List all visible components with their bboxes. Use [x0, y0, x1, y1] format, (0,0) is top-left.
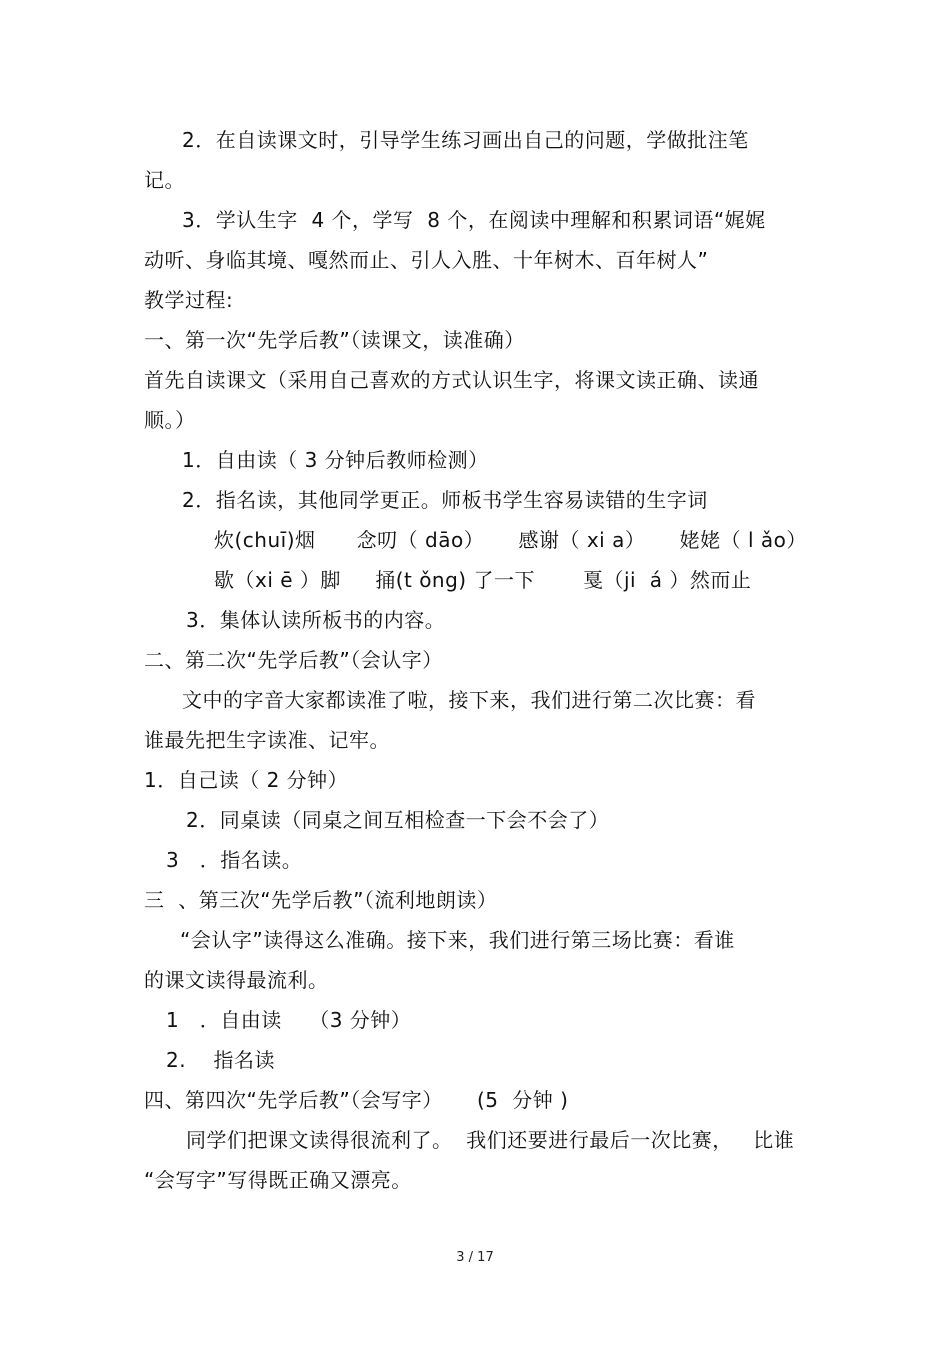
section-heading: 一、第一次“先学后教”（读课文，读准确）	[144, 328, 525, 352]
list-item: 2. 指名读	[166, 1048, 276, 1072]
list-item: 1．自由读（ 3 分钟后教师检测）	[182, 448, 489, 472]
text-line: 2．在自读课文时，引导学生练习画出自己的问题，学做批注笔	[182, 128, 749, 152]
page-number: 3 / 17	[456, 1250, 494, 1265]
section-heading: 教学过程:	[144, 288, 234, 312]
list-item: 3 ．指名读。	[166, 848, 303, 872]
list-item: 3．集体认读所板书的内容。	[186, 608, 446, 632]
section-heading: 二、第二次“先学后教”（会认字）	[144, 648, 443, 672]
text-line: 谁最先把生字读准、记牢。	[144, 728, 390, 752]
text-line: 的课文读得最流利。	[144, 968, 329, 992]
text-line: 顺。）	[144, 408, 196, 432]
list-item: 2．同桌读（同桌之间互相检查一下会不会了）	[186, 808, 610, 832]
section-heading: 三 、第三次“先学后教”（流利地朗读）	[144, 888, 498, 912]
text-line: 同学们把课文读得很流利了。 我们还要进行最后一次比赛， 比谁	[186, 1128, 795, 1152]
text-line: 记。	[144, 168, 185, 192]
text-line: 文中的字音大家都读准了啦，接下来，我们进行第二次比赛：看	[182, 688, 756, 712]
text-line: “会认字”读得这么准确。接下来，我们进行第三场比赛：看谁	[180, 928, 735, 952]
text-line: “会写字”写得既正确又漂亮。	[144, 1168, 412, 1192]
section-heading: 四、第四次“先学后教”（会写字） (5 分钟 )	[144, 1088, 569, 1112]
text-line: 3．学认生字 4 个，学写 8 个，在阅读中理解和积累词语“娓娓	[182, 208, 766, 232]
vocabulary-line: 炊(chuī)烟 念叨（ dāo） 感谢（ xi a） 姥姥（ l ǎo）	[214, 528, 807, 552]
vocabulary-line: 歇（xi ē ）脚 捅(t ǒng) 了一下 戛（ji á ）然而止	[214, 568, 752, 592]
list-item: 2．指名读，其他同学更正。师板书学生容易读错的生字词	[182, 488, 708, 512]
list-item: 1 ．自由读 （3 分钟）	[166, 1008, 412, 1032]
text-line: 动听、身临其境、嘎然而止、引人入胜、十年树木、百年树人”	[144, 248, 709, 272]
text-line: 首先自读课文（采用自己喜欢的方式认识生字，将课文读正确、读通	[144, 368, 759, 392]
list-item: 1．自己读（ 2 分钟）	[144, 768, 349, 792]
